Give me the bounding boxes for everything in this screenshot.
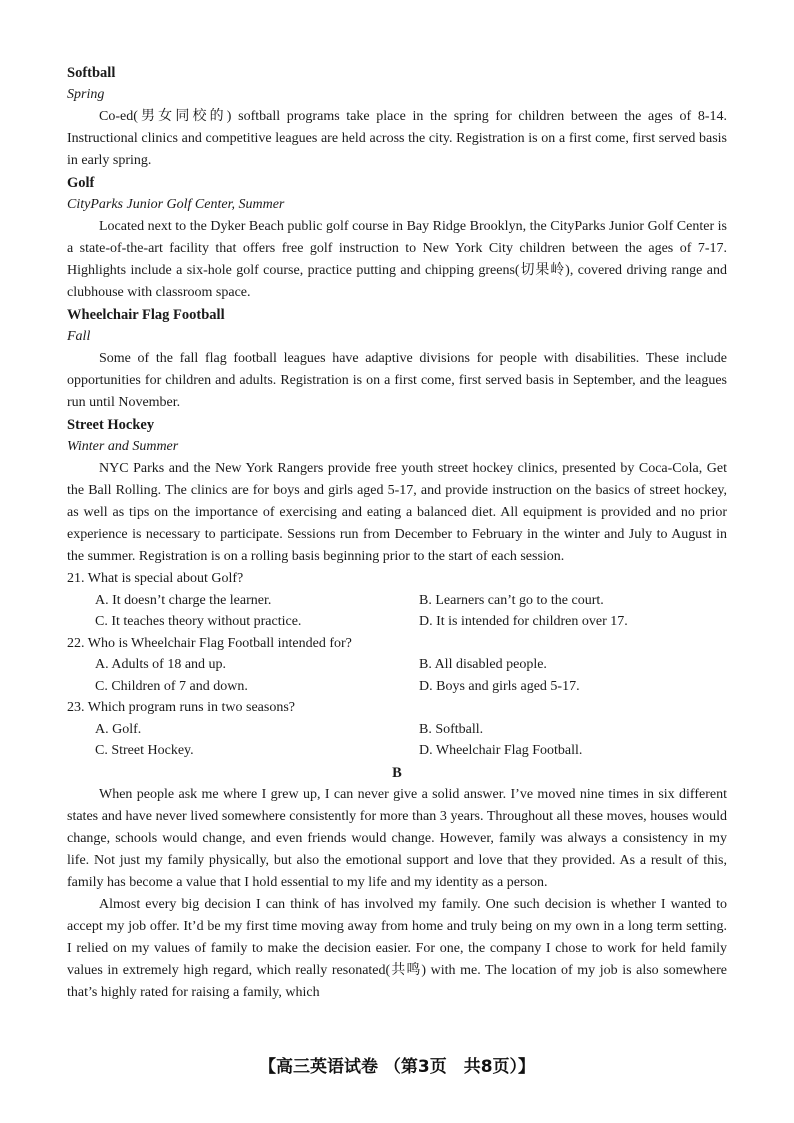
question-options [95, 719, 727, 762]
question-text: 21. What is special about Golf? [67, 571, 244, 586]
wheelchair-paragraph: Some of the fall flag football leagues have adaptive divisions for people with disabilities. These include opportunities for children and adults. Registration is on a first come, first served basis in September, and the leagues run until November. [67, 351, 727, 410]
golf-season: CityParks Junior Golf Center, Summer [67, 197, 285, 212]
option-c: C. Street Hockey. [95, 743, 194, 758]
section-b-heading: B [392, 764, 402, 781]
wheelchair-heading: Wheelchair Flag Football [67, 307, 225, 323]
option-d: D. It is intended for children over 17. [419, 614, 628, 629]
option-a: A. Golf. [95, 721, 142, 737]
wheelchair-season: Fall [67, 329, 91, 344]
passage-b-paragraph-2: Almost every big decision I can think of has involved my family. One such decision is whether I wanted to accept my job offer. It’d be my first time moving away from home and truly being on my own in a long term setting. I relied on my values of family to make the decision easier. For one, the company I chose to work for held family values in extremely high regard, which really resonated(共鸣) with me. The location of my job is also somewhere that’s highly rated for raising a family, which [67, 896, 727, 1000]
question-21 [67, 568, 727, 633]
question-23 [67, 697, 727, 762]
page-content [67, 62, 727, 1004]
question-text: 22. Who is Wheelchair Flag Football intended for? [67, 635, 352, 651]
hockey-season: Winter and Summer [67, 439, 179, 454]
option-b: B. Softball. [419, 721, 484, 737]
question-text: 23. Which program runs in two seasons? [67, 700, 295, 715]
golf-heading: Golf [67, 175, 95, 191]
option-d: D. Boys and girls aged 5-17. [419, 678, 580, 694]
option-c: C. Children of 7 and down. [95, 678, 248, 694]
option-b: B. Learners can’t go to the court. [419, 592, 604, 608]
question-options [95, 590, 727, 633]
question-options [95, 654, 727, 697]
hockey-heading: Street Hockey [67, 417, 155, 433]
passage-b-paragraph-1: When people ask me where I grew up, I can never give a solid answer. I’ve moved nine times in six different states and have never lived somewhere consistently for more than 3 years. Throughout all these moves, houses would change, schools would change, and even friends would change. However, family was always a consistency in my life. Not just my family physically, but also the emotional support and love that they provided. As a result of this, family has become a value that I hold essential to my life and my identity as a person. [67, 786, 727, 890]
option-d: D. Wheelchair Flag Football. [419, 743, 583, 758]
question-22 [67, 633, 727, 698]
option-c: C. It teaches theory without practice. [95, 614, 302, 629]
option-b: B. All disabled people. [419, 657, 547, 672]
page-footer: 【高三英语试卷 （第3页 共8页）】 [258, 1057, 536, 1077]
softball-season: Spring [67, 87, 105, 102]
hockey-paragraph: NYC Parks and the New York Rangers provide free youth street hockey clinics, presented by Coca-Cola, Get the Ball Rolling. The clinics are for boys and girls aged 5-17, and provide instruction on the basics of street hockey, as well as tips on the importance of exercising and eating a balanced diet. All equipment is provided and no prior experience is necessary to participate. Sessions run from December to February in the winter and July to August in the summer. Registration is on a rolling basis beginning prior to the start of each session. [67, 461, 727, 564]
option-a: A. Adults of 18 and up. [95, 657, 227, 672]
softball-heading: Softball [67, 65, 116, 81]
golf-paragraph: Located next to the Dyker Beach public golf course in Bay Ridge Brooklyn, the CityParks Junior Golf Center is a state-of-the-art facility that offers free golf instruction to New York City children between the ages of 7-17. Highlights include a six-hole golf course, practice putting and chipping greens(切果岭), covered driving range and clubhouse with classroom space. [67, 219, 727, 300]
softball-paragraph: Co-ed(男女同校的) softball programs take place in the spring for children between the ages of 8-14. Instructional clinics and competitive leagues are held across the city. Registration is on a first come, first served basis in early spring. [67, 109, 727, 168]
option-a: A. It doesn’t charge the learner. [95, 592, 272, 608]
